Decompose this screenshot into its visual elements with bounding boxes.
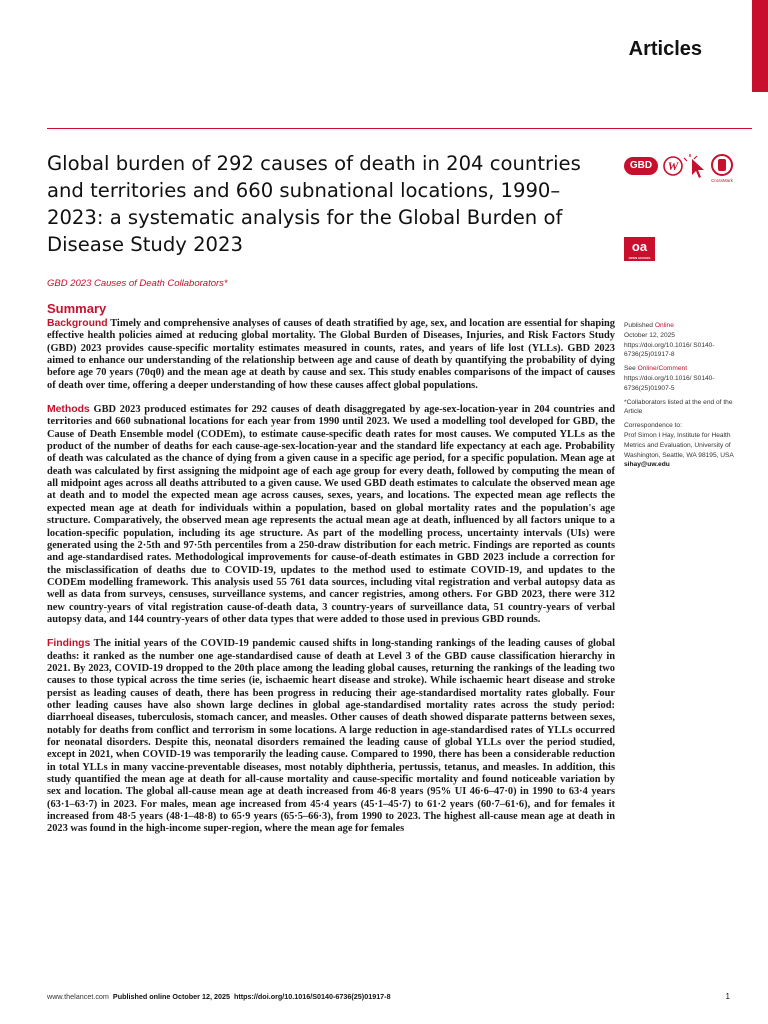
methods-text: GBD 2023 produced estimates for 292 causes of death disaggregated by age-sex-location-year in 204 countries and territories and 660 subnational locations for each year from 1990 until 2023. We used a modelling tool developed for GBD, the Cause of Death Ensemble model (CODEm), to estimate cause-specific death rates for most causes. We computed YLLs as the product of the number of deaths for each cause-age-sex-location-year and the standard life expectancy at each age. Probability of death was calculated as the chance of dying from a given cause in a specific age period, for a specific population. Mean age at death was calculated by first assigning the midpoint age of each age group for every death, followed by computing the mean of all midpoint ages across all deaths attributed to a given cause. We used GBD death estimates to calculate the observed mean age at death and to model the expected mean age across causes, sexes, years, and locations. The expected mean age reflects the expected mean age at death for individuals within a population, based on global mortality rates and the population's age structure. Comparatively, the observed mean age represents the actual mean age at death, influenced by all factors unique to a location-specific population, including its age structure. As part of the modelling process, uncertainty intervals (UIs) were generated using the 2·5th and 97·5th percentiles from a 250-draw distribution for each metric. Findings are reported as counts and age-standardised rates. Methodological improvements for cause-of-death estimates in GBD 2023 include a correction for the misclassification of deaths due to COVID-19, updates to the method used to estimate COVID-19, and updates to the CODEm modelling framework. This analysis used 55 761 data sources, including vital registration and verbal autopsy data as well as data from surveys, censuses, surveillance systems, and cancer registries, among others. For GBD 2023, there were 312 new country-years of vital registration cause-of-death data, 3 country-years of surveillance data, 51 country-years of verbal autopsy data, and 144 country-years of other data types that were added to those used in previous GBD rounds. <box>47 404 615 625</box>
background-label: Background <box>47 318 108 329</box>
footer-published: Published online October 12, 2025 <box>112 992 230 1001</box>
findings-text: The initial years of the COVID-19 pandemic caused shifts in long-standing rankings of the leading causes of global deaths: it ranked as the number one age-standardised cause of death at Level 3 of the GBD cause classification hierarchy in 2021. By 2023, COVID-19 dropped to the 20th place among the leading global causes, returning the rankings of the leading two causes to those typical across the time series (ie, ischaemic heart disease and stroke). While ischaemic heart disease and stroke persist as leading causes of death, there has been progress in reducing their age-standardised mortality rates globally. Four other leading causes have also shown large declines in global age-standardised mortality rates across the study period: diarrhoeal diseases, tuberculosis, stomach cancer, and measles. Other causes of death showed disparate patterns between sexes, notably for deaths from conflict and terrorism in some locations. A large reduction in age-standardised rates of YLLs occurred for neonatal disorders. Despite this, neonatal disorders remained the leading cause of global YLLs over the period studied, except in 2021, when COVID-19 was temporarily the leading cause. Compared to 1990, there has been a considerable reduction in total YLLs in many vaccine-preventable diseases, most notably diphtheria, pertussis, tetanus, and measles. In addition, this study quantified the mean age at death for all-cause mortality and cause-specific mortality and found noticeable variation by sex and location. The global all-cause mean age at death increased from 46·8 years (95% UI 46·6–47·0) in 1990 to 63·4 years (63·1–63·7) in 2023. For males, mean age increased from 45·4 years (45·1–45·7) to 61·2 years (60·7–61·6), and for females it increased from 48·5 years (48·1–48·8) to 65·9 years (65·5–66·3), from 1990 to 2023. The highest all-cause mean age at death in 2023 was found in the high-income super-region, where the mean age for females <box>47 638 615 835</box>
correspondence-block <box>624 421 750 470</box>
correspondence-label: Correspondence to: <box>624 422 682 430</box>
section-label: Articles <box>628 38 702 60</box>
article-doi[interactable]: https://doi.org/10.1016/ S0140-6736(25)01917-8 <box>624 341 715 359</box>
gbd-badge[interactable]: GBD <box>624 157 658 175</box>
summary-heading: Summary <box>47 301 107 316</box>
crossmark-icon[interactable] <box>712 155 732 175</box>
crossmark-label: CrossMark <box>711 178 733 183</box>
page-number: 1 <box>725 992 730 1001</box>
findings-paragraph <box>47 638 615 836</box>
footer-doi[interactable]: https://doi.org/10.1016/S0140-6736(25)01917-8 <box>233 992 391 1001</box>
correspondence-email[interactable]: sihay@uw.edu <box>624 461 670 469</box>
open-access-badge[interactable] <box>624 237 655 261</box>
article-title: Global burden of 292 causes of death in 204 countries and territories and 660 subnational locations, 1990–2023: a systematic analysis for the Global Burden of Disease Study 2023 <box>47 152 581 256</box>
svg-text:W: W <box>667 159 679 173</box>
methods-paragraph <box>47 404 615 626</box>
footer <box>47 992 391 1001</box>
published-block <box>624 321 750 360</box>
abstract <box>47 318 615 848</box>
oa-sub-label: OPEN ACCESS <box>628 256 651 260</box>
red-accent-bar <box>752 0 768 92</box>
article-badges <box>624 153 744 183</box>
published-online-link[interactable]: Online <box>654 322 674 329</box>
background-text: Timely and comprehensive analyses of causes of death stratified by age, sex, and location are essential for shaping effective health policies aimed at reducing global mortality. The Global Burden of Diseases, Injuries, and Risk Factors Study (GBD) 2023 provides cause-specific mortality estimates measured in counts, rates, and years of life lost (YLLs). GBD 2023 aimed to enhance our understanding of the relationship between age and cause of death by quantifying the probability of dying before age 70 years (70q0) and the mean age at death by cause and sex. This study enables comparisons of the impact of causes of death over time, offering a deeper understanding of how these causes affect global populations. <box>47 318 615 391</box>
findings-label: Findings <box>47 638 91 650</box>
w-logo-icon[interactable] <box>664 157 682 175</box>
published-date: October 12, 2025 <box>624 331 675 339</box>
see-label: See <box>624 365 636 373</box>
methods-label: Methods <box>47 404 90 416</box>
see-also-block <box>624 364 750 393</box>
cursor-icon <box>684 154 704 178</box>
correspondence-name: Prof Simon I Hay, Institute for Health Metrics and Evaluation, University of Washington, Seattle, WA 98195, USA <box>624 431 734 459</box>
authors-line[interactable]: GBD 2023 Causes of Death Collaborators* <box>47 278 228 289</box>
collaborators-note: *Collaborators listed at the end of the Article <box>624 398 733 416</box>
background-paragraph <box>47 318 615 392</box>
sidebar <box>624 321 750 474</box>
oa-label: oa <box>631 239 648 254</box>
published-label: Published <box>624 322 653 329</box>
comment-link[interactable]: Online/Comment <box>637 365 688 373</box>
footer-site[interactable]: www.thelancet.com <box>47 992 109 1001</box>
comment-doi[interactable]: https://doi.org/10.1016/ S0140-6736(25)01907-5 <box>624 374 715 392</box>
header-rule <box>47 128 752 129</box>
altmetric-icons <box>662 153 740 183</box>
